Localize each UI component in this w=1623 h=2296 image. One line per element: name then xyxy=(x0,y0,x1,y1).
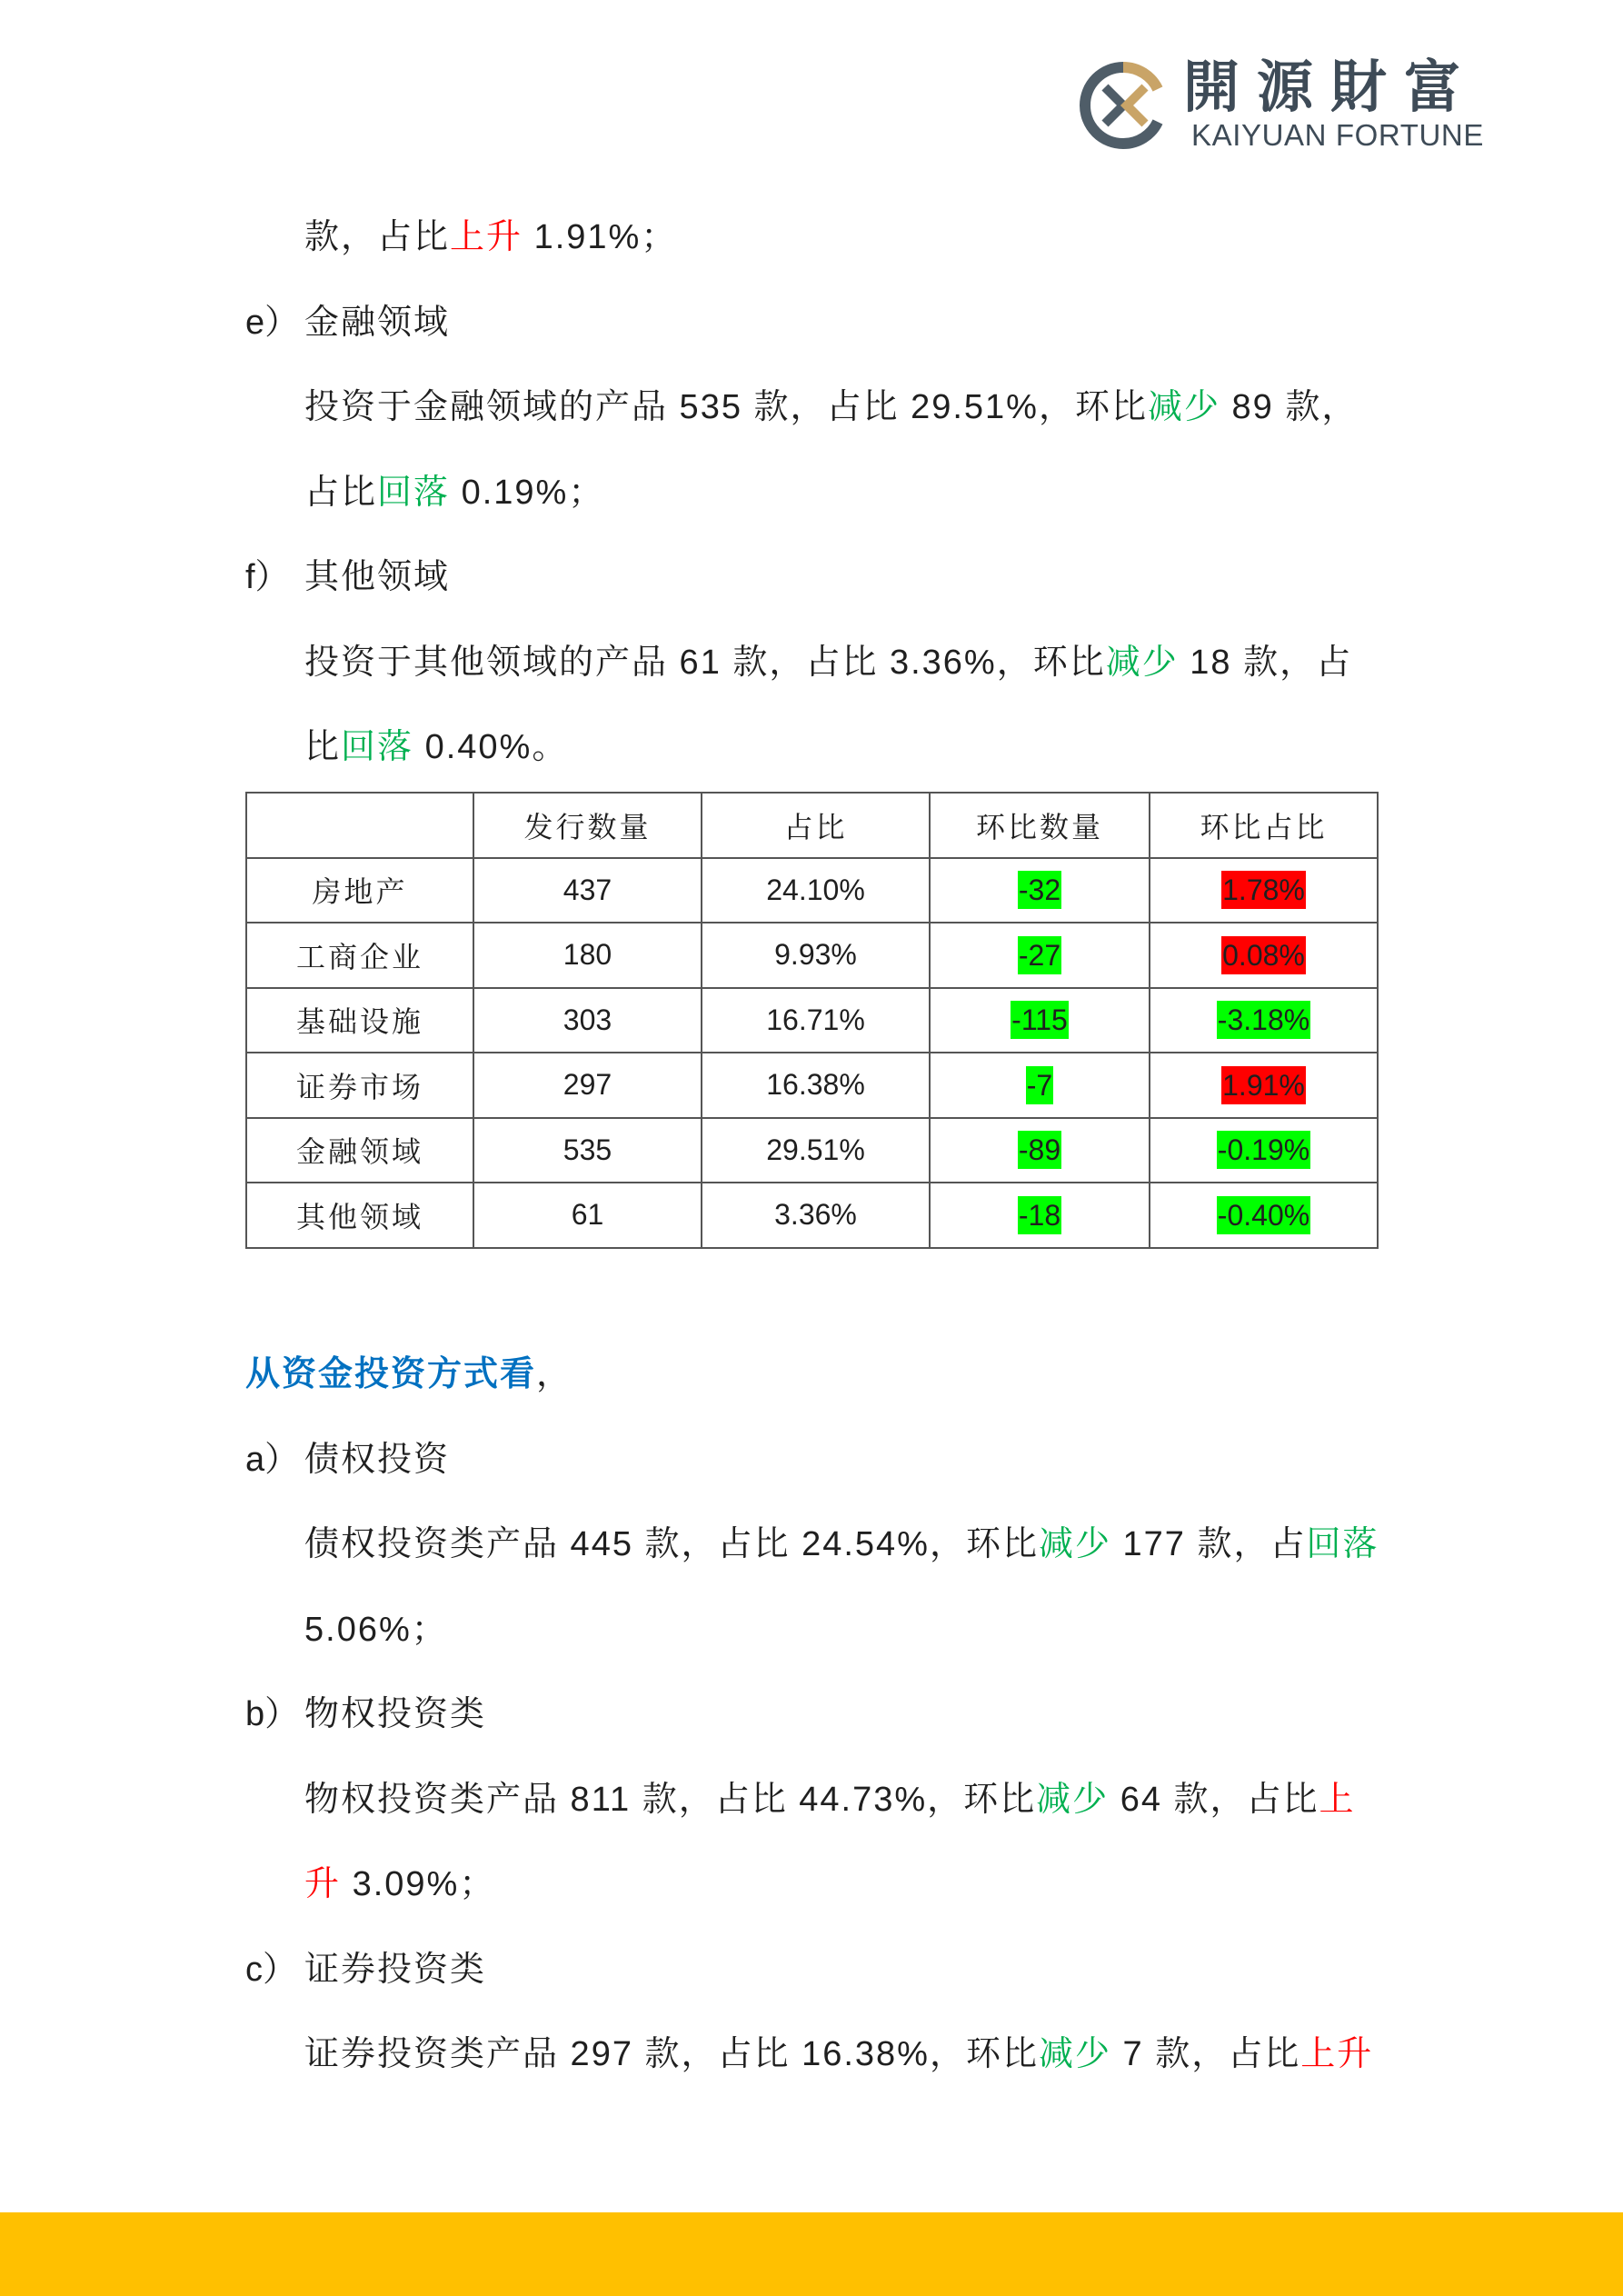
list-item-label: c） xyxy=(245,1950,298,1989)
brand-name-en: KAIYUAN FORTUNE xyxy=(1191,118,1484,152)
row-issue-count: 437 xyxy=(473,858,702,923)
line-text: 投资于其他领域的产品 61 款，占比 3.36%，环比 xyxy=(304,643,1106,682)
decrease-keyword: 减少 xyxy=(1038,1525,1111,1563)
row-mom-share: -0.19% xyxy=(1217,1131,1310,1169)
row-mom-count-cell xyxy=(930,988,1150,1053)
row-mom-share-cell xyxy=(1150,1118,1378,1183)
row-mom-share: 0.08% xyxy=(1221,936,1306,974)
row-share: 9.93% xyxy=(702,923,930,988)
line-text: 款，占比 xyxy=(304,218,451,256)
line-text: 物权投资类产品 811 款，占比 44.73%，环比 xyxy=(304,1780,1037,1819)
header-share: 占比 xyxy=(702,793,930,858)
rise-keyword: 上升 xyxy=(450,218,523,256)
table-row xyxy=(246,1118,1378,1183)
section-heading-text: 从资金投资方式看 xyxy=(245,1355,537,1393)
line-text: 89 款， xyxy=(1220,388,1359,426)
list-item-label: a） xyxy=(245,1440,300,1479)
row-issue-count: 535 xyxy=(473,1118,702,1183)
row-mom-count: -27 xyxy=(1018,936,1061,974)
list-item-heading: 债权投资 xyxy=(304,1440,451,1479)
row-mom-count-cell xyxy=(930,923,1150,988)
row-mom-count-cell xyxy=(930,858,1150,923)
line-text: 比 xyxy=(304,728,342,766)
row-mom-share-cell xyxy=(1150,923,1378,988)
header-mom-share: 环比占比 xyxy=(1150,793,1378,858)
row-share: 3.36% xyxy=(702,1183,930,1248)
row-sector: 其他领域 xyxy=(246,1183,473,1248)
rise-keyword: 升 xyxy=(304,1865,342,1903)
row-sector: 基础设施 xyxy=(246,988,473,1053)
row-sector: 金融领域 xyxy=(246,1118,473,1183)
line-text: 0.40%。 xyxy=(413,728,569,766)
list-item-title xyxy=(245,1928,1518,2013)
logo-chevron-gold xyxy=(1127,87,1145,124)
decrease-keyword: 减少 xyxy=(1147,388,1220,426)
row-sector: 工商企业 xyxy=(246,923,473,988)
line-text: 债权投资类产品 445 款，占比 24.54%，环比 xyxy=(304,1525,1039,1563)
list-item-heading: 金融领域 xyxy=(304,303,451,342)
row-mom-count-cell xyxy=(930,1053,1150,1118)
table-row xyxy=(246,1053,1378,1118)
row-mom-share: -0.40% xyxy=(1217,1196,1310,1234)
footer-bar xyxy=(0,2212,1623,2296)
list-item-title xyxy=(245,281,1518,366)
fall-keyword: 回落 xyxy=(341,728,414,766)
row-mom-share: 1.91% xyxy=(1221,1066,1306,1104)
decrease-keyword: 减少 xyxy=(1036,1780,1110,1819)
paragraph-line xyxy=(245,1588,1518,1673)
paragraph-line xyxy=(245,1502,1518,1588)
line-text: 64 款，占比 xyxy=(1109,1780,1319,1819)
list-item-label: b） xyxy=(245,1695,300,1733)
row-mom-count: -32 xyxy=(1018,871,1061,909)
rise-keyword: 上升 xyxy=(1300,2035,1374,2073)
paragraph-line xyxy=(245,365,1518,451)
row-mom-share: -3.18% xyxy=(1217,1001,1310,1039)
row-mom-count: -89 xyxy=(1018,1131,1061,1169)
list-item-heading: 其他领域 xyxy=(304,558,451,596)
row-share: 29.51% xyxy=(702,1118,930,1183)
decrease-keyword: 减少 xyxy=(1105,643,1179,682)
fall-keyword: 回落 xyxy=(377,473,451,512)
row-sector: 房地产 xyxy=(246,858,473,923)
row-mom-share: 1.78% xyxy=(1221,871,1306,909)
list-item-title xyxy=(245,1418,1518,1503)
paragraph-line xyxy=(245,2012,1518,2098)
row-mom-count-cell xyxy=(930,1118,1150,1183)
row-mom-count: -18 xyxy=(1018,1196,1061,1234)
row-share: 16.71% xyxy=(702,988,930,1053)
list-item-heading: 证券投资类 xyxy=(304,1950,487,1989)
row-mom-count-cell xyxy=(930,1183,1150,1248)
line-text: 投资于金融领域的产品 535 款，占比 29.51%，环比 xyxy=(304,388,1148,426)
row-share: 16.38% xyxy=(702,1053,930,1118)
table-row xyxy=(246,1183,1378,1248)
row-mom-count: -115 xyxy=(1011,1001,1069,1039)
row-issue-count: 297 xyxy=(473,1053,702,1118)
section-heading-punct: ， xyxy=(536,1355,573,1393)
table-row xyxy=(246,988,1378,1053)
header-issue-count: 发行数量 xyxy=(473,793,702,858)
line-text: 177 款，占 xyxy=(1110,1525,1307,1563)
list-item-label: e） xyxy=(245,303,300,342)
row-share: 24.10% xyxy=(702,858,930,923)
fall-keyword: 回落 xyxy=(1306,1525,1379,1563)
row-sector: 证券市场 xyxy=(246,1053,473,1118)
line-text: 占比 xyxy=(304,473,378,512)
paragraph-line xyxy=(245,195,1518,281)
header-mom-count: 环比数量 xyxy=(930,793,1150,858)
table-row xyxy=(246,923,1378,988)
list-item-title xyxy=(245,535,1518,621)
list-item-label: f） xyxy=(245,558,290,596)
table-row xyxy=(246,858,1378,923)
sector-issuance-table xyxy=(245,792,1379,1249)
paragraph-line xyxy=(245,1842,1518,1928)
line-text: 证券投资类产品 297 款，占比 16.38%，环比 xyxy=(304,2035,1039,2073)
lower-section xyxy=(245,1333,1518,2098)
row-mom-share-cell xyxy=(1150,1183,1378,1248)
list-item-heading: 物权投资类 xyxy=(304,1695,487,1733)
list-item-title xyxy=(245,1672,1518,1758)
line-text: 5.06%； xyxy=(304,1610,448,1649)
paragraph-line xyxy=(245,621,1518,706)
kaiyuan-logo-icon xyxy=(1078,60,1169,151)
paragraph-line xyxy=(245,705,1518,791)
line-text: 0.19%； xyxy=(450,473,605,512)
row-mom-share-cell xyxy=(1150,1053,1378,1118)
row-mom-share-cell xyxy=(1150,988,1378,1053)
header-corner xyxy=(246,793,473,858)
row-issue-count: 61 xyxy=(473,1183,702,1248)
paragraph-line xyxy=(245,1758,1518,1843)
row-mom-share-cell xyxy=(1150,858,1378,923)
line-text: 7 款，占比 xyxy=(1110,2035,1301,2073)
brand-name-cn: 開源財富 xyxy=(1183,56,1479,119)
upper-section xyxy=(245,195,1518,791)
row-issue-count: 303 xyxy=(473,988,702,1053)
section-heading xyxy=(245,1333,1518,1418)
paragraph-line xyxy=(245,451,1518,536)
row-mom-count: -7 xyxy=(1026,1066,1053,1104)
line-text: 3.09%； xyxy=(341,1865,496,1903)
line-text: 1.91%； xyxy=(523,218,678,256)
table-header-row xyxy=(246,793,1378,858)
row-issue-count: 180 xyxy=(473,923,702,988)
line-text: 18 款，占 xyxy=(1178,643,1353,682)
decrease-keyword: 减少 xyxy=(1038,2035,1111,2073)
rise-keyword: 上 xyxy=(1319,1780,1356,1819)
